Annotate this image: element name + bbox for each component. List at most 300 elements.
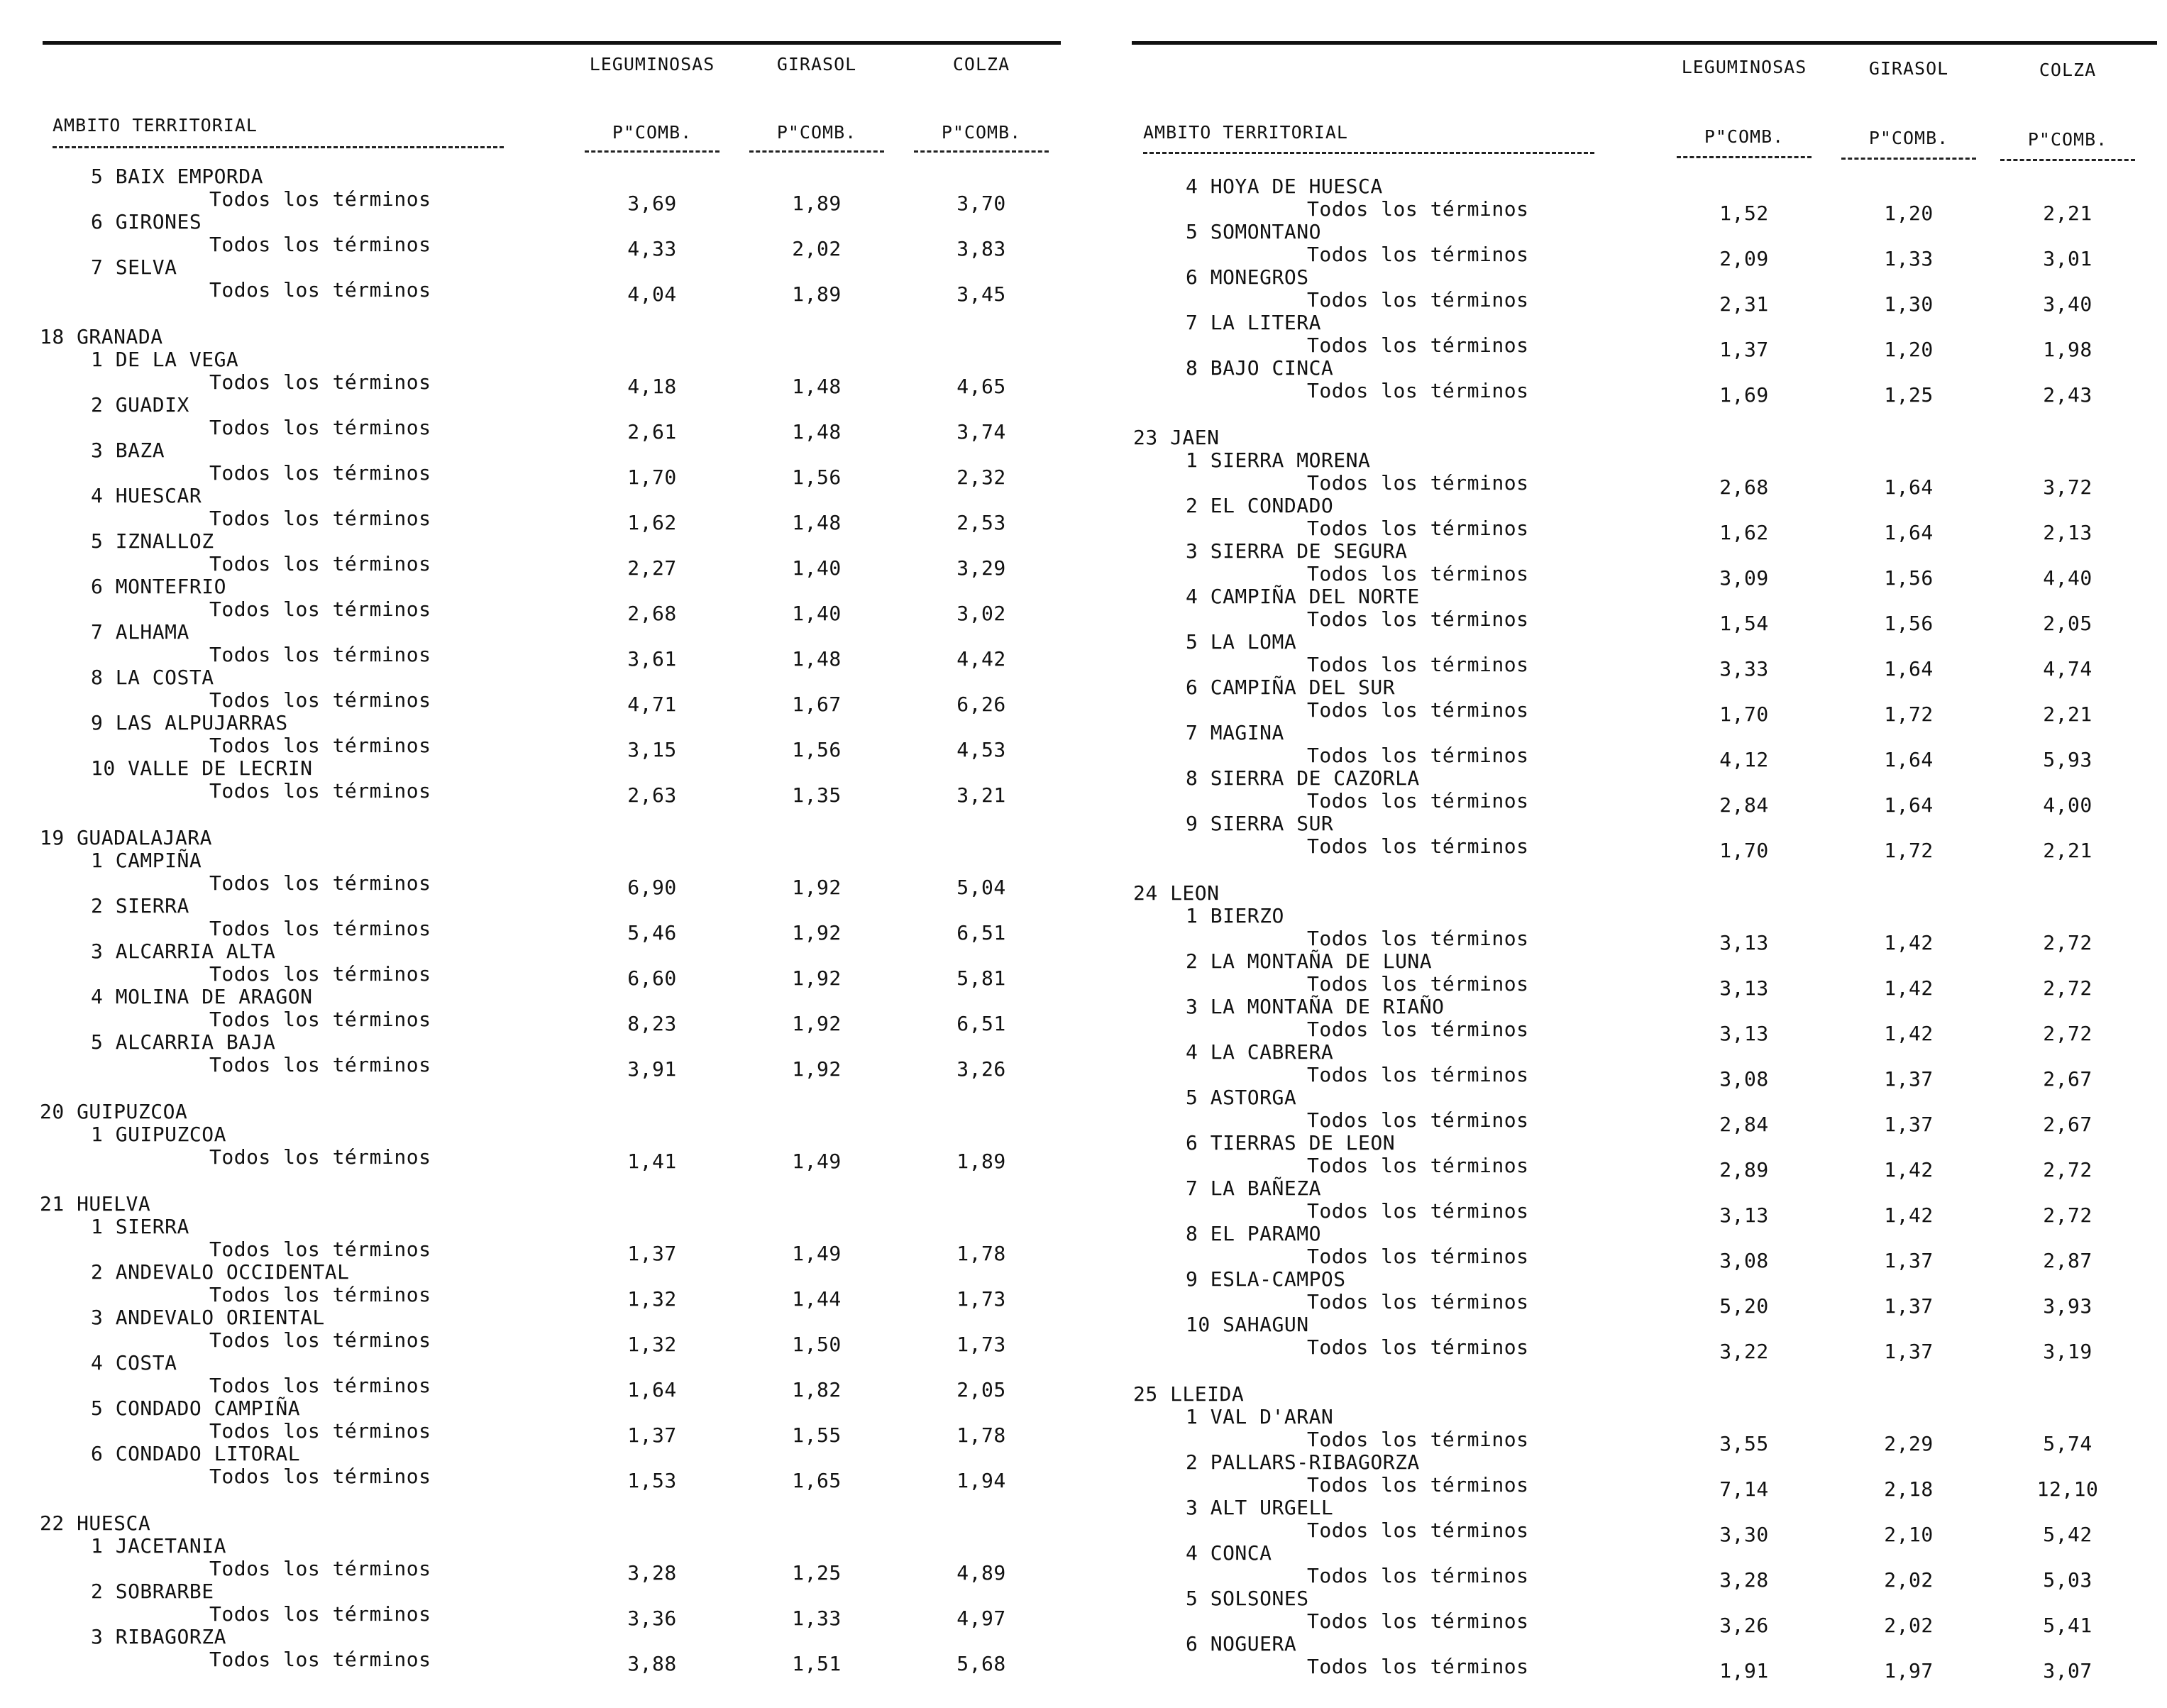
region-label: 2 EL CONDADO	[1186, 494, 1334, 517]
col-header-colza: COLZA	[952, 54, 1010, 75]
value-colza: 2,72	[2043, 931, 2092, 954]
province-row	[0, 325, 1084, 348]
table-row	[0, 461, 1084, 489]
value-leguminosas: 1,64	[627, 1378, 677, 1401]
value-leguminosas: 4,18	[627, 375, 677, 398]
table-row	[1084, 1063, 2167, 1091]
value-leguminosas: 3,09	[1719, 566, 1769, 590]
todos-label: Todos los términos	[1307, 927, 1529, 950]
value-colza: 1,73	[956, 1287, 1006, 1311]
region-label: 3 LA MONTAÑA DE RIAÑO	[1186, 995, 1445, 1018]
todos-label: Todos los términos	[1307, 1290, 1529, 1313]
value-colza: 2,72	[2043, 1203, 2092, 1227]
value-leguminosas: 3,13	[1719, 931, 1769, 954]
table-row	[1084, 698, 2167, 726]
value-colza: 1,89	[956, 1150, 1006, 1173]
table-row	[1084, 607, 2167, 635]
value-colza: 2,72	[2043, 1022, 2092, 1045]
region-label: 4 CAMPIÑA DEL NORTE	[1186, 585, 1420, 608]
table-row	[1084, 834, 2167, 862]
region-row	[0, 666, 1084, 688]
value-girasol: 1,48	[792, 420, 842, 443]
col-header-leguminosas: LEGUMINOSAS	[1681, 57, 1807, 77]
value-girasol: 1,72	[1884, 703, 1934, 726]
table-row	[0, 1419, 1084, 1447]
region-label: 4 HUESCAR	[91, 484, 202, 507]
table-row	[1084, 1108, 2167, 1136]
region-row	[1084, 1496, 2167, 1519]
region-row	[0, 210, 1084, 233]
region-row	[1084, 220, 2167, 243]
table-row	[0, 597, 1084, 625]
value-leguminosas: 2,68	[1719, 475, 1769, 499]
region-label: 2 LA MONTAÑA DE LUNA	[1186, 949, 1433, 973]
value-colza: 1,98	[2043, 338, 2092, 361]
region-label: 7 ALHAMA	[91, 620, 189, 644]
value-colza: 5,03	[2043, 1568, 2092, 1592]
value-colza: 5,93	[2043, 748, 2092, 771]
subheader-pcomb: P"COMB.	[776, 122, 857, 143]
todos-label: Todos los términos	[209, 370, 431, 394]
table-row	[1084, 288, 2167, 316]
col-header-girasol: GIRASOL	[776, 54, 857, 75]
region-row	[0, 1306, 1084, 1328]
region-row	[1084, 494, 2167, 517]
province-label: 25 LLEIDA	[1133, 1382, 1245, 1406]
todos-label: Todos los términos	[209, 1419, 431, 1443]
table-body-left	[0, 165, 1084, 1675]
region-label: 1 DE LA VEGA	[91, 348, 239, 371]
value-girasol: 1,55	[792, 1423, 842, 1447]
value-colza: 5,68	[956, 1652, 1006, 1675]
todos-label: Todos los términos	[209, 1008, 431, 1031]
table-row	[0, 1465, 1084, 1492]
todos-label: Todos los términos	[209, 1053, 431, 1076]
value-leguminosas: 3,15	[627, 738, 677, 761]
value-colza: 5,04	[956, 876, 1006, 899]
region-row	[0, 711, 1084, 734]
region-row	[1084, 585, 2167, 607]
table-row	[1084, 972, 2167, 1000]
table-row	[1084, 1199, 2167, 1227]
todos-label: Todos los términos	[209, 461, 431, 485]
value-girasol: 1,92	[792, 966, 842, 990]
region-row	[1084, 630, 2167, 653]
region-row	[1084, 539, 2167, 562]
region-row	[1084, 1541, 2167, 1564]
todos-label: Todos los términos	[209, 688, 431, 712]
region-label: 2 SOBRARBE	[91, 1580, 214, 1603]
value-girasol: 1,64	[1884, 748, 1934, 771]
value-colza: 2,05	[2043, 612, 2092, 635]
value-colza: 4,97	[956, 1607, 1006, 1630]
region-label: 6 CONDADO LITORAL	[91, 1442, 301, 1465]
value-colza: 4,42	[956, 647, 1006, 671]
region-row	[0, 529, 1084, 552]
table-row	[1084, 1245, 2167, 1272]
table-row	[0, 1145, 1084, 1173]
todos-label: Todos los términos	[1307, 517, 1529, 540]
region-label: 5 LA LOMA	[1186, 630, 1297, 654]
todos-label: Todos los términos	[1307, 197, 1529, 221]
value-colza: 3,01	[2043, 247, 2092, 270]
region-label: 7 MAGINA	[1186, 721, 1284, 744]
todos-label: Todos los términos	[209, 1283, 431, 1306]
value-girasol: 1,25	[1884, 383, 1934, 407]
value-leguminosas: 2,68	[627, 602, 677, 625]
region-row	[1084, 1040, 2167, 1063]
region-label: 8 BAJO CINCA	[1186, 356, 1334, 380]
value-girasol: 1,37	[1884, 1067, 1934, 1091]
region-row	[0, 1580, 1084, 1602]
value-girasol: 1,65	[792, 1469, 842, 1492]
province-label: 21 HUELVA	[40, 1192, 151, 1216]
value-leguminosas: 3,22	[1719, 1340, 1769, 1363]
table-row	[0, 187, 1084, 215]
table-row	[1084, 1154, 2167, 1181]
region-label: 1 GUIPUZCOA	[91, 1123, 226, 1146]
region-label: 5 CONDADO CAMPIÑA	[91, 1396, 301, 1420]
subheader-pcomb: P"COMB.	[1868, 128, 1949, 148]
region-label: 1 SIERRA MORENA	[1186, 448, 1371, 472]
value-girasol: 1,37	[1884, 1294, 1934, 1318]
todos-label: Todos los términos	[209, 187, 431, 211]
subheader-pcomb: P"COMB.	[1704, 126, 1785, 147]
todos-label: Todos los términos	[1307, 1655, 1529, 1678]
region-label: 7 SELVA	[91, 255, 177, 279]
region-label: 8 SIERRA DE CAZORLA	[1186, 766, 1420, 790]
todos-label: Todos los términos	[1307, 1473, 1529, 1497]
value-leguminosas: 1,37	[1719, 338, 1769, 361]
value-leguminosas: 2,31	[1719, 292, 1769, 316]
value-colza: 3,19	[2043, 1340, 2092, 1363]
region-label: 1 VAL D'ARAN	[1186, 1405, 1334, 1428]
value-colza: 3,40	[2043, 292, 2092, 316]
region-row	[1084, 1313, 2167, 1335]
value-colza: 4,65	[956, 375, 1006, 398]
region-label: 9 ESLA-CAMPOS	[1186, 1267, 1346, 1291]
value-colza: 3,02	[956, 602, 1006, 625]
todos-label: Todos los términos	[209, 734, 431, 757]
value-girasol: 1,72	[1884, 839, 1934, 862]
value-girasol: 2,02	[1884, 1614, 1934, 1637]
region-label: 2 SIERRA	[91, 894, 189, 918]
value-colza: 2,13	[2043, 521, 2092, 544]
value-colza: 1,94	[956, 1469, 1006, 1492]
value-girasol: 1,48	[792, 375, 842, 398]
region-row	[0, 1260, 1084, 1283]
value-leguminosas: 1,37	[627, 1242, 677, 1265]
value-colza: 1,78	[956, 1423, 1006, 1447]
value-colza: 3,21	[956, 783, 1006, 807]
table-row	[1084, 1519, 2167, 1546]
region-row	[0, 894, 1084, 917]
table-row	[0, 871, 1084, 899]
todos-label: Todos los términos	[209, 1465, 431, 1488]
todos-label: Todos los términos	[1307, 834, 1529, 858]
table-row	[0, 1374, 1084, 1401]
value-leguminosas: 2,61	[627, 420, 677, 443]
value-leguminosas: 1,70	[1719, 703, 1769, 726]
region-row	[1084, 1587, 2167, 1609]
region-row	[1084, 721, 2167, 744]
region-label: 6 NOGUERA	[1186, 1632, 1297, 1655]
table-row	[1084, 744, 2167, 771]
todos-label: Todos los términos	[1307, 972, 1529, 996]
table-row	[1084, 1609, 2167, 1637]
todos-label: Todos los términos	[1307, 1108, 1529, 1132]
table-row	[1084, 1428, 2167, 1455]
region-label: 3 ALT URGELL	[1186, 1496, 1334, 1519]
province-label: 18 GRANADA	[40, 325, 163, 348]
region-label: 3 RIBAGORZA	[91, 1625, 226, 1648]
value-leguminosas: 1,62	[627, 511, 677, 534]
table-row	[0, 1053, 1084, 1081]
value-girasol: 1,25	[792, 1561, 842, 1585]
value-colza: 4,40	[2043, 566, 2092, 590]
region-row	[1084, 1177, 2167, 1199]
subheader-pcomb: P"COMB.	[941, 122, 1022, 143]
value-colza: 2,67	[2043, 1067, 2092, 1091]
value-colza: 4,74	[2043, 657, 2092, 681]
todos-label: Todos los términos	[1307, 334, 1529, 357]
value-leguminosas: 3,69	[627, 192, 677, 215]
value-leguminosas: 1,70	[627, 465, 677, 489]
value-leguminosas: 4,33	[627, 237, 677, 260]
region-row	[1084, 311, 2167, 334]
value-girasol: 1,64	[1884, 475, 1934, 499]
value-colza: 6,51	[956, 1012, 1006, 1035]
region-row	[1084, 676, 2167, 698]
region-label: 4 COSTA	[91, 1351, 177, 1374]
region-label: 5 ALCARRIA BAJA	[91, 1030, 276, 1054]
value-leguminosas: 5,20	[1719, 1294, 1769, 1318]
value-leguminosas: 3,26	[1719, 1614, 1769, 1637]
value-leguminosas: 3,33	[1719, 657, 1769, 681]
value-leguminosas: 3,30	[1719, 1523, 1769, 1546]
todos-label: Todos los términos	[209, 233, 431, 256]
region-row	[1084, 175, 2167, 197]
value-leguminosas: 8,23	[627, 1012, 677, 1035]
value-girasol: 1,42	[1884, 976, 1934, 1000]
value-colza: 3,83	[956, 237, 1006, 260]
value-colza: 2,21	[2043, 202, 2092, 225]
value-colza: 5,81	[956, 966, 1006, 990]
province-label: 20 GUIPUZCOA	[40, 1100, 188, 1123]
region-row	[1084, 904, 2167, 927]
todos-label: Todos los términos	[209, 278, 431, 302]
header-dash	[2000, 159, 2135, 161]
value-girasol: 2,29	[1884, 1432, 1934, 1455]
value-girasol: 1,92	[792, 921, 842, 944]
region-label: 6 GIRONES	[91, 210, 202, 233]
value-girasol: 1,89	[792, 192, 842, 215]
region-row	[1084, 265, 2167, 288]
todos-label: Todos los términos	[209, 1145, 431, 1169]
value-girasol: 1,92	[792, 1012, 842, 1035]
value-girasol: 1,56	[1884, 566, 1934, 590]
todos-label: Todos los términos	[209, 552, 431, 575]
value-leguminosas: 3,55	[1719, 1432, 1769, 1455]
value-leguminosas: 1,41	[627, 1150, 677, 1173]
value-leguminosas: 2,63	[627, 783, 677, 807]
todos-label: Todos los términos	[209, 1602, 431, 1626]
region-label: 4 CONCA	[1186, 1541, 1272, 1565]
region-label: 5 BAIX EMPORDA	[91, 165, 264, 188]
table-row	[0, 1283, 1084, 1311]
value-girasol: 1,42	[1884, 1022, 1934, 1045]
todos-label: Todos los términos	[1307, 789, 1529, 812]
region-row	[0, 348, 1084, 370]
top-rule	[1132, 41, 2157, 45]
region-label: 4 HOYA DE HUESCA	[1186, 175, 1383, 198]
value-girasol: 1,97	[1884, 1659, 1934, 1682]
value-girasol: 1,37	[1884, 1249, 1934, 1272]
value-colza: 1,78	[956, 1242, 1006, 1265]
value-leguminosas: 1,37	[627, 1423, 677, 1447]
value-colza: 3,45	[956, 282, 1006, 306]
region-label: 5 SOMONTANO	[1186, 220, 1321, 243]
region-label: 1 CAMPIÑA	[91, 849, 202, 872]
todos-label: Todos los términos	[209, 1328, 431, 1352]
value-girasol: 1,40	[792, 556, 842, 580]
value-leguminosas: 1,54	[1719, 612, 1769, 635]
value-girasol: 1,67	[792, 693, 842, 716]
region-row	[0, 940, 1084, 962]
todos-label: Todos los términos	[1307, 1018, 1529, 1041]
todos-label: Todos los términos	[209, 1374, 431, 1397]
value-colza: 3,26	[956, 1057, 1006, 1081]
region-label: 1 SIERRA	[91, 1215, 189, 1238]
value-leguminosas: 3,61	[627, 647, 677, 671]
value-girasol: 2,18	[1884, 1477, 1934, 1501]
table-row	[1084, 789, 2167, 817]
table-row	[1084, 1564, 2167, 1592]
todos-label: Todos los términos	[1307, 698, 1529, 722]
value-girasol: 1,49	[792, 1242, 842, 1265]
region-row	[1084, 1222, 2167, 1245]
region-label: 8 EL PARAMO	[1186, 1222, 1321, 1245]
region-label: 10 SAHAGUN	[1186, 1313, 1309, 1336]
value-girasol: 1,56	[792, 738, 842, 761]
todos-label: Todos los términos	[1307, 653, 1529, 676]
value-leguminosas: 3,28	[627, 1561, 677, 1585]
region-row	[0, 255, 1084, 278]
region-label: 9 LAS ALPUJARRAS	[91, 711, 288, 734]
todos-label: Todos los términos	[1307, 1519, 1529, 1542]
col-header-colza: COLZA	[2039, 60, 2097, 80]
todos-label: Todos los términos	[209, 779, 431, 803]
value-leguminosas: 2,89	[1719, 1158, 1769, 1181]
value-leguminosas: 6,60	[627, 966, 677, 990]
todos-label: Todos los términos	[209, 871, 431, 895]
value-girasol: 2,10	[1884, 1523, 1934, 1546]
value-colza: 3,93	[2043, 1294, 2092, 1318]
table-row	[0, 1602, 1084, 1630]
table-row	[0, 1238, 1084, 1265]
table-row	[0, 688, 1084, 716]
value-colza: 2,72	[2043, 1158, 2092, 1181]
table-row	[0, 962, 1084, 990]
value-girasol: 1,20	[1884, 338, 1934, 361]
region-label: 8 LA COSTA	[91, 666, 214, 689]
todos-label: Todos los términos	[1307, 1063, 1529, 1086]
region-row	[0, 985, 1084, 1008]
region-row	[0, 575, 1084, 597]
todos-label: Todos los términos	[209, 507, 431, 530]
value-leguminosas: 3,13	[1719, 976, 1769, 1000]
value-girasol: 1,48	[792, 647, 842, 671]
province-row	[0, 1192, 1084, 1215]
value-girasol: 1,56	[792, 465, 842, 489]
region-row	[0, 849, 1084, 871]
value-leguminosas: 6,90	[627, 876, 677, 899]
value-colza: 2,72	[2043, 976, 2092, 1000]
value-colza: 3,70	[956, 192, 1006, 215]
value-colza: 2,21	[2043, 839, 2092, 862]
value-leguminosas: 3,08	[1719, 1067, 1769, 1091]
table-row	[1084, 243, 2167, 270]
todos-label: Todos los términos	[1307, 1245, 1529, 1268]
region-row	[1084, 1086, 2167, 1108]
region-label: 9 SIERRA SUR	[1186, 812, 1334, 835]
todos-label: Todos los términos	[209, 643, 431, 666]
value-leguminosas: 4,71	[627, 693, 677, 716]
todos-label: Todos los términos	[1307, 1154, 1529, 1177]
province-row	[1084, 881, 2167, 904]
table-row	[0, 552, 1084, 580]
value-colza: 2,05	[956, 1378, 1006, 1401]
table-row	[1084, 562, 2167, 590]
value-colza: 3,72	[2043, 475, 2092, 499]
value-leguminosas: 3,36	[627, 1607, 677, 1630]
region-row	[1084, 1632, 2167, 1655]
value-leguminosas: 3,28	[1719, 1568, 1769, 1592]
value-girasol: 1,64	[1884, 521, 1934, 544]
header-dash	[1677, 156, 1812, 158]
region-row	[0, 439, 1084, 461]
value-leguminosas: 3,08	[1719, 1249, 1769, 1272]
value-leguminosas: 5,46	[627, 921, 677, 944]
value-girasol: 1,20	[1884, 202, 1934, 225]
value-girasol: 1,33	[792, 1607, 842, 1630]
subheader-pcomb: P"COMB.	[2027, 129, 2108, 150]
table-row	[0, 370, 1084, 398]
region-label: 6 MONEGROS	[1186, 265, 1309, 289]
todos-label: Todos los términos	[209, 1557, 431, 1580]
province-row	[1084, 426, 2167, 448]
value-leguminosas: 3,13	[1719, 1022, 1769, 1045]
region-row	[0, 1625, 1084, 1648]
value-colza: 4,00	[2043, 793, 2092, 817]
table-row	[1084, 471, 2167, 499]
col-header-leguminosas: LEGUMINOSAS	[589, 54, 715, 75]
region-label: 7 LA LITERA	[1186, 311, 1321, 334]
region-label: 4 MOLINA DE ARAGON	[91, 985, 313, 1008]
table-row	[0, 643, 1084, 671]
value-colza: 4,89	[956, 1561, 1006, 1585]
region-row	[0, 1351, 1084, 1374]
region-row	[1084, 356, 2167, 379]
table-row	[1084, 1335, 2167, 1363]
table-row	[1084, 517, 2167, 544]
region-row	[1084, 995, 2167, 1018]
region-label: 5 SOLSONES	[1186, 1587, 1309, 1610]
value-girasol: 1,37	[1884, 1340, 1934, 1363]
header-dash	[53, 146, 504, 148]
region-label: 3 ANDEVALO ORIENTAL	[91, 1306, 325, 1329]
region-row	[0, 165, 1084, 187]
